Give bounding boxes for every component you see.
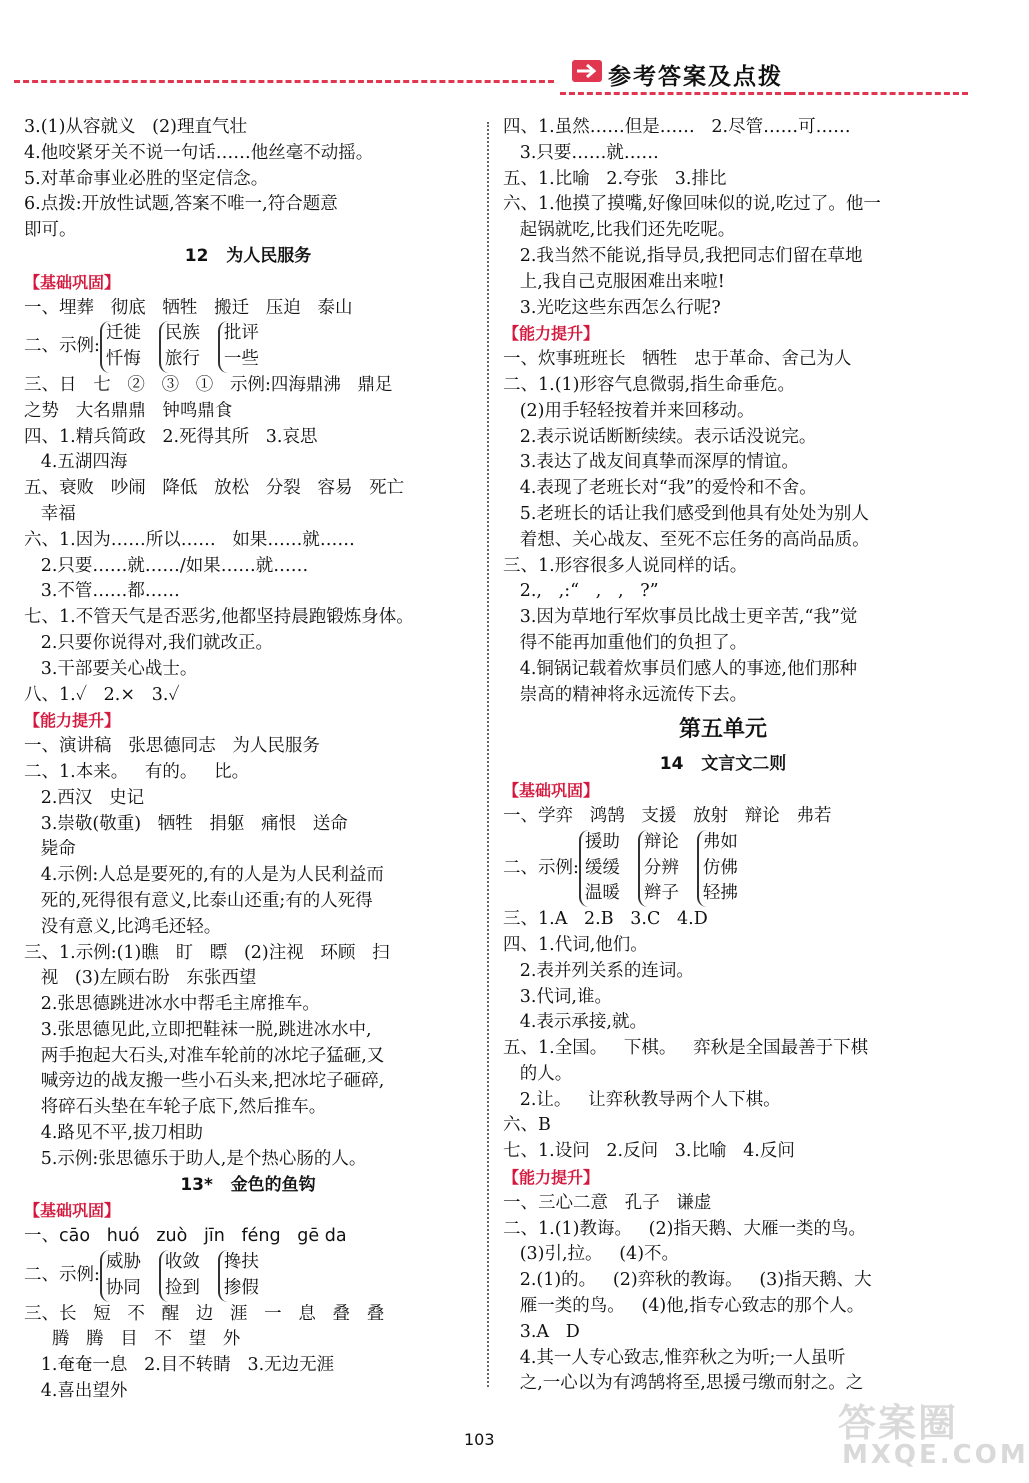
answer-line: 4.铜锅记载着炊事员们感人的事迹,他们那种	[503, 658, 857, 679]
answer-line: 着想、关心战友、至死不忘任务的高尚品质。	[503, 529, 870, 550]
answer-line: 4.表现了老班长对“我”的爱怜和不舍。	[503, 478, 817, 499]
word: 辫子	[643, 883, 679, 904]
answer-line: 2.表并列关系的连词。	[503, 960, 694, 981]
answer-line: 一、演讲稿 张思德同志 为人民服务	[24, 736, 320, 757]
answer-line: 的人。	[503, 1063, 573, 1084]
answer-line: 腾 腾 目 不 望 外	[24, 1329, 241, 1350]
answer-line: 3.光吃这些东西怎么行呢?	[503, 297, 721, 318]
answer-line: 4.五湖四海	[24, 452, 128, 473]
answer-line: 2.表示说话断断续续。表示话没说完。	[503, 426, 817, 447]
answer-line: 两手抱起大石头,对准车轮前的冰坨子猛砸,又	[24, 1045, 385, 1066]
watermark-logo: 答案圈	[838, 1401, 959, 1445]
word-brace	[218, 321, 259, 373]
answer-line: 2., ,:“ , , ?”	[503, 581, 659, 602]
answer-line: 3.不管……都……	[24, 581, 180, 602]
section-tag-basic: 【基础巩固】	[24, 1201, 121, 1221]
answer-line: 之势 大名鼎鼎 钟鸣鼎食	[24, 400, 233, 421]
word: 捡到	[164, 1277, 200, 1298]
word: 弗如	[702, 831, 738, 852]
answer-line: 起锅就吃,比我们还先吃呢。	[503, 220, 736, 241]
answer-line: 3.只要……就……	[503, 142, 659, 163]
answer-line: 毙命	[24, 839, 76, 860]
word-brace	[579, 830, 620, 907]
unit-title: 第五单元	[678, 717, 767, 743]
word: 收敛	[164, 1252, 200, 1273]
answer-line: 之,一心以为有鸿鹄将至,思援弓缴而射之。之	[503, 1373, 864, 1394]
answer-line: 2.只要你说得对,我们就改正。	[24, 632, 273, 653]
answer-line: 六、B	[503, 1115, 551, 1136]
answer-line: 4.示例:人总是要死的,有的人是为人民利益而	[24, 865, 384, 886]
answer-line: 二、1.本来。 有的。 比。	[24, 761, 250, 782]
answer-line: 二、1.(1)形容气息微弱,指生命垂危。	[503, 374, 796, 395]
answer-line: 2.我当然不能说,指导员,我把同志们留在草地	[503, 245, 863, 266]
column-divider	[487, 122, 489, 1387]
answer-line: 七、1.设问 2.反问 3.比喻 4.反问	[503, 1141, 795, 1162]
answer-line: 5.示例:张思德乐于助人,是个热心肠的人。	[24, 1148, 367, 1169]
answer-line: 3.崇敬(敬重) 牺牲 捐躯 痛恨 送命	[24, 813, 348, 834]
answer-line: 4.其一人专心致志,惟弈秋之为听;一人虽听	[503, 1347, 846, 1368]
answer-line: 五、1.全国。 下棋。 弈秋是全国最善于下棋	[503, 1038, 869, 1059]
example-brace-group	[24, 321, 472, 373]
answer-line: 4.路见不平,拔刀相助	[24, 1123, 203, 1144]
word: 迁徙	[105, 323, 141, 344]
word: 轻拂	[702, 883, 738, 904]
answer-line: 一、学弈 鸿鹄 支援 放射 辩论 弗若	[503, 805, 832, 826]
answer-line: 3.代词,谁。	[503, 986, 612, 1007]
answer-line: 2.西汉 史记	[24, 787, 145, 808]
word-brace	[697, 830, 738, 907]
lesson-title-14: 14 文言文二则	[659, 754, 787, 775]
section-tag-basic: 【基础巩固】	[24, 272, 121, 292]
answer-line: 三、日 七 ② ③ ① 示例:四海鼎沸 鼎足	[24, 374, 393, 395]
word: 仿佛	[702, 857, 738, 878]
answer-line: 二、示例:	[24, 1264, 100, 1285]
answer-line: 八、1.✓ 2.× 3.✓	[24, 684, 180, 705]
answer-line: 四、1.精兵简政 2.死得其所 3.哀思	[24, 426, 318, 447]
word-brace	[100, 1250, 141, 1302]
answer-line: 4.他咬紧牙关不说一句话……他丝毫不动摇。	[24, 142, 374, 163]
word: 援助	[584, 831, 620, 852]
answer-line: 6.点拨:开放性试题,答案不唯一,符合题意	[24, 194, 338, 215]
answer-line: 4.喜出望外	[24, 1381, 128, 1402]
answer-line: 3.A D	[503, 1321, 580, 1342]
answer-line: 没有意义,比鸿毛还轻。	[24, 916, 222, 937]
section-tag-ability: 【能力提升】	[24, 711, 121, 731]
answer-line: 2.让。 让弈秋教导两个人下棋。	[503, 1089, 781, 1110]
word: 分辨	[643, 857, 679, 878]
answer-line: 3.表达了战友间真挚而深厚的情谊。	[503, 452, 799, 473]
answer-line: 2.张思德跳进冰水中帮毛主席推车。	[24, 994, 320, 1015]
section-tag-ability: 【能力提升】	[503, 1168, 600, 1188]
answer-line: 一、cāo huó zuò jīn féng gē da	[24, 1226, 347, 1247]
word-brace	[159, 321, 200, 373]
answer-line: 二、示例:	[24, 336, 100, 357]
answer-line: 5.对革命事业必胜的坚定信念。	[24, 168, 269, 189]
example-brace-group	[503, 830, 943, 907]
answer-line: 四、1.代词,他们。	[503, 934, 648, 955]
word: 缓缓	[584, 857, 620, 878]
answer-line: 崇高的精神将永远流传下去。	[503, 684, 748, 705]
answer-line: 幸福	[24, 503, 76, 524]
word: 搀扶	[223, 1252, 259, 1273]
answer-line: 喊旁边的战友搬一些小石头来,把冰坨子砸碎,	[24, 1071, 385, 1092]
answer-line: 三、1.示例:(1)瞧 盯 瞟 (2)注视 环顾 扫	[24, 942, 390, 963]
answer-line: 三、长 短 不 醒 边 涯 一 息 叠 叠	[24, 1303, 385, 1324]
word-brace	[218, 1250, 259, 1302]
header-title: 参考答案及点拨	[608, 64, 783, 90]
word: 协同	[105, 1277, 141, 1298]
answer-line: 视 (3)左顾右盼 东张西望	[24, 968, 257, 989]
answer-line: 即可。	[24, 220, 77, 241]
answer-line: 4.表示承接,就。	[503, 1012, 647, 1033]
word: 忏悔	[105, 349, 141, 370]
answer-line: 雁一类的鸟。 (4)他,指专心致志的那个人。	[503, 1296, 865, 1317]
answer-line: (2)用手轻轻按着并来回移动。	[503, 400, 755, 421]
answer-line: 3.干部要关心战士。	[24, 658, 198, 679]
word: 旅行	[164, 349, 200, 370]
lesson-title-13: 13* 金色的鱼钩	[180, 1174, 316, 1195]
answer-line: 将碎石头垫在车轮子底下,然后推车。	[24, 1097, 327, 1118]
word-brace	[159, 1250, 200, 1302]
word-brace	[638, 830, 679, 907]
left-column	[24, 115, 472, 1405]
answer-line: (3)引,拉。 (4)不。	[503, 1244, 680, 1265]
answer-line: 四、1.虽然……但是…… 2.尽管……可……	[503, 117, 851, 137]
page-header	[0, 0, 1000, 100]
header-dashed-rule-under-title	[560, 92, 790, 95]
word: 一些	[223, 349, 259, 370]
word-brace	[100, 321, 141, 373]
answer-line: 六、1.因为……所以…… 如果……就……	[24, 529, 355, 550]
answer-line: 2.(1)的。 (2)弈秋的教诲。 (3)指天鹅、大	[503, 1270, 872, 1291]
answer-line: 一、炊事班班长 牺牲 忠于革命、舍己为人	[503, 349, 852, 370]
answer-line: 5.老班长的话让我们感受到他具有处处为别人	[503, 503, 869, 524]
section-tag-ability: 【能力提升】	[503, 324, 600, 344]
answer-line: 1.奄奄一息 2.目不转睛 3.无边无涯	[24, 1355, 335, 1376]
arrow-right-icon	[572, 60, 602, 82]
word: 威胁	[105, 1252, 141, 1273]
answer-line: 二、示例:	[503, 857, 579, 878]
answer-line: 2.只要……就……/如果……就……	[24, 555, 309, 576]
word: 温暖	[584, 883, 620, 904]
answer-line: 上,我自己克服困难出来啦!	[503, 271, 725, 292]
section-tag-basic: 【基础巩固】	[503, 781, 600, 801]
answer-line: 二、1.(1)教诲。 (2)指天鹅、大雁一类的鸟。	[503, 1218, 866, 1239]
lesson-title-12: 12 为人民服务	[184, 245, 312, 266]
answer-line: 三、1.A 2.B 3.C 4.D	[503, 909, 708, 930]
example-brace-group	[24, 1250, 472, 1302]
answer-line: 一、埋葬 彻底 牺牲 搬迁 压迫 泰山	[24, 297, 353, 318]
answer-line: 死的,死得很有意义,比泰山还重;有的人死得	[24, 890, 373, 911]
watermark-url: MXQE.COM	[842, 1440, 1029, 1470]
answer-line: 七、1.不管天气是否恶劣,他都坚持晨跑锻炼身体。	[24, 607, 414, 628]
word: 批评	[223, 323, 259, 344]
word: 掺假	[223, 1277, 259, 1298]
header-dashed-rule-left	[14, 80, 554, 83]
answer-line: 五、1.比喻 2.夸张 3.排比	[503, 168, 727, 189]
answer-line: 3.因为草地行军炊事员比战士更辛苦,“我”觉	[503, 607, 858, 628]
right-column	[503, 115, 943, 1397]
page-number: 103	[464, 1430, 495, 1449]
answer-line: 3.张思德见此,立即把鞋袜一脱,跳进冰水中,	[24, 1019, 372, 1040]
answer-line: 五、衰败 吵闹 降低 放松 分裂 容易 死亡	[24, 478, 405, 499]
answer-line: 六、1.他摸了摸嘴,好像回味似的说,吃过了。他一	[503, 194, 881, 215]
answer-line: 一、三心二意 孔子 谦虚	[503, 1192, 712, 1213]
header-dashed-rule-right	[790, 92, 968, 95]
answer-line: 得不能再加重他们的负担了。	[503, 632, 748, 653]
word: 民族	[164, 323, 200, 344]
answer-line: 3.(1)从容就义 (2)理直气壮	[24, 117, 247, 137]
answer-line: 三、1.形容很多人说同样的话。	[503, 555, 748, 576]
word: 辩论	[643, 831, 679, 852]
